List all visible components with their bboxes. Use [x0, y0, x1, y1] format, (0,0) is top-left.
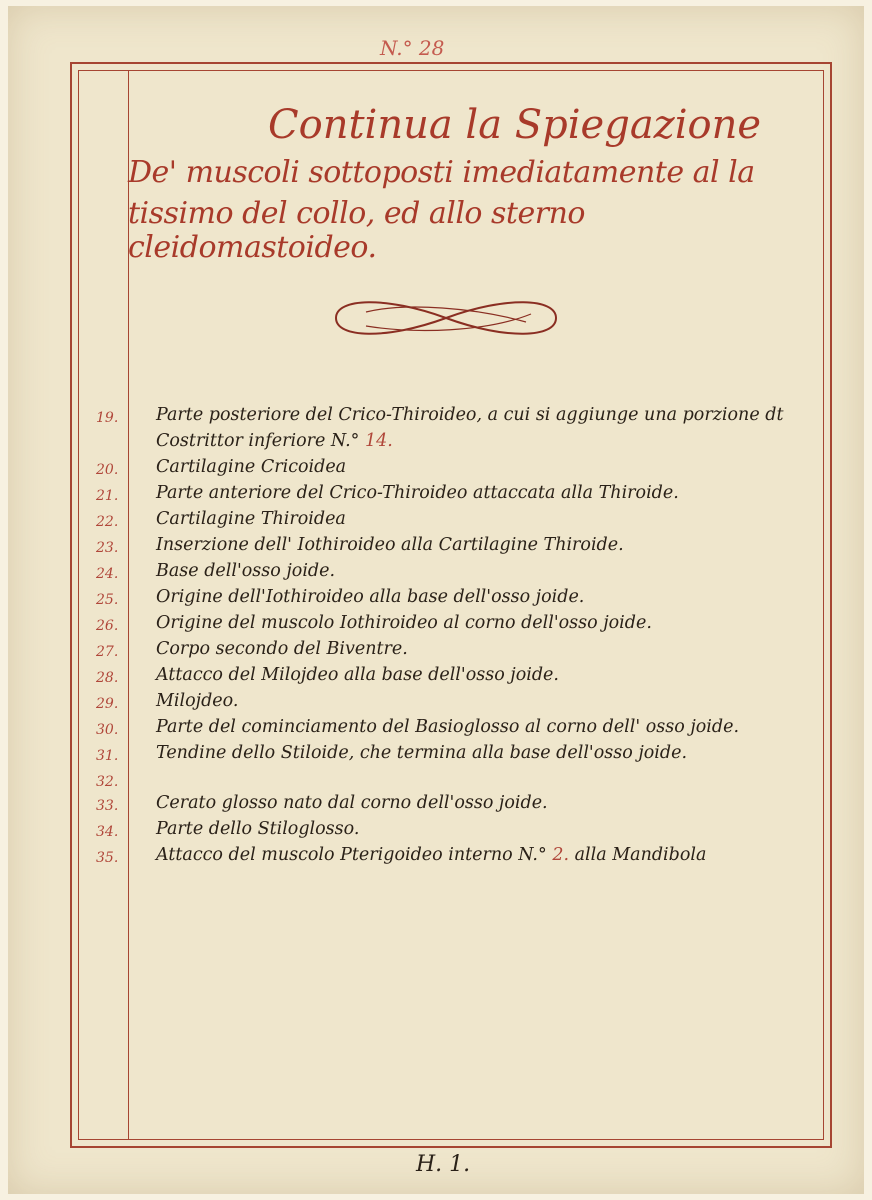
- entry-number: 25.: [96, 592, 119, 608]
- entry-figure-ref: 2.: [552, 845, 570, 865]
- entry-number: 20.: [96, 462, 119, 478]
- entry-text: Base dell'osso joide.: [156, 561, 336, 581]
- entry-text: Cartilagine Thiroidea: [156, 509, 346, 529]
- entry-text: Parte dello Stiloglosso.: [156, 819, 360, 839]
- legend-entry: [96, 842, 816, 868]
- entry-number: 22.: [96, 514, 119, 530]
- entry-number: 33.: [96, 798, 119, 814]
- entry-number: 31.: [96, 748, 119, 764]
- title-line-2: De' muscoli sottoposti imediatamente al la: [128, 155, 755, 190]
- entry-number: 30.: [96, 722, 119, 738]
- legend-entry: [96, 766, 816, 790]
- entry-text: Cartilagine Cricoidea: [156, 457, 347, 477]
- entry-text: Parte anteriore del Crico-Thiroideo attaccata alla Thiroide.: [156, 483, 679, 503]
- entry-text-continued: alla Mandibola: [574, 845, 707, 865]
- entry-number: 23.: [96, 540, 119, 556]
- manuscript-page: [8, 6, 864, 1194]
- legend-entry: [96, 714, 816, 740]
- entry-figure-ref: 14.: [365, 431, 393, 451]
- legend-entry: [96, 740, 816, 766]
- entry-text: Origine dell'Iothiroideo alla base dell'osso joide.: [156, 587, 585, 607]
- entry-number: 24.: [96, 566, 119, 582]
- legend-entry: [96, 816, 816, 842]
- entry-number: 26.: [96, 618, 119, 634]
- page-title: [128, 102, 818, 266]
- legend-entry: [96, 532, 816, 558]
- entry-text: Attacco del muscolo Pterigoideo interno N.°: [156, 845, 547, 865]
- legend-entry: [96, 480, 816, 506]
- entry-number: 35.: [96, 850, 119, 866]
- entry-text: Origine del muscolo Iothiroideo al corno dell'osso joide.: [156, 613, 652, 633]
- entry-number: 19.: [96, 410, 119, 426]
- legend-entry: [96, 454, 816, 480]
- legend-entry: [96, 402, 816, 454]
- archive-number: N.° 28: [380, 36, 445, 60]
- legend-entry: [96, 790, 816, 816]
- legend-entry: [96, 506, 816, 532]
- legend-entry: [96, 662, 816, 688]
- entry-number: 32.: [96, 774, 119, 790]
- legend-entry: [96, 558, 816, 584]
- title-line-1: Continua la Spiegazione: [268, 102, 762, 148]
- entry-text: Parte del cominciamento del Basioglosso al corno dell' osso joide.: [156, 717, 740, 737]
- entry-text: Milojdeo.: [156, 691, 239, 711]
- entry-number: 28.: [96, 670, 119, 686]
- entry-text: Cerato glosso nato dal corno dell'osso joide.: [156, 793, 548, 813]
- entry-text: Tendine dello Stiloide, che termina alla base dell'osso joide.: [156, 743, 688, 763]
- flourish-ornament: [326, 288, 566, 348]
- entry-text: Inserzione dell' Iothiroideo alla Cartilagine Thiroide.: [156, 535, 624, 555]
- legend-entry: [96, 584, 816, 610]
- legend-entry: [96, 636, 816, 662]
- entry-text: Attacco del Milojdeo alla base dell'osso joide.: [156, 665, 559, 685]
- entry-number: 29.: [96, 696, 119, 712]
- title-line-3: tissimo del collo, ed allo sterno cleidomastoideo.: [128, 195, 585, 265]
- legend-list: [96, 402, 816, 868]
- entry-text: Parte posteriore del Crico-Thiroideo, a cui si aggiunge una porzione dt Costrittor inferiore N.°: [156, 405, 784, 451]
- entry-number: 34.: [96, 824, 119, 840]
- legend-entry: [96, 610, 816, 636]
- legend-entry: [96, 688, 816, 714]
- entry-number: 21.: [96, 488, 119, 504]
- entry-number: 27.: [96, 644, 119, 660]
- entry-text: Corpo secondo del Biventre.: [156, 639, 408, 659]
- page-signature: H. 1.: [416, 1152, 471, 1177]
